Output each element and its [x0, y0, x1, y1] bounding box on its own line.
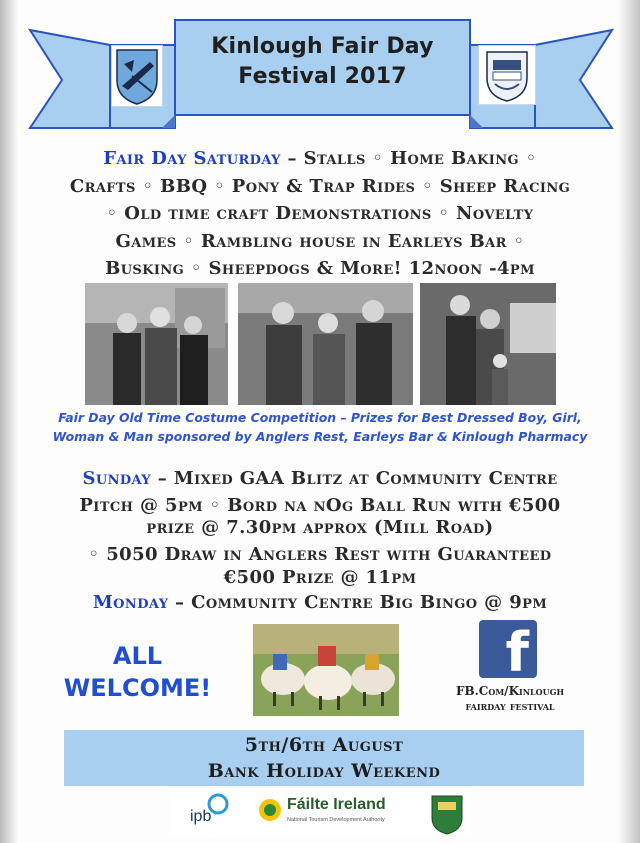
sunday-line-3: prize @ 7.30pm approx (Mill Road)	[146, 517, 494, 538]
costume-photo-1	[85, 283, 228, 405]
sunday-line-1-text: – Mixed GAA Blitz at Community Centre	[151, 468, 558, 489]
monday-day-label: Monday	[92, 592, 169, 613]
saturday-line-1	[30, 148, 610, 169]
failte-logo-subtitle: National Tourism Development Authority	[287, 817, 385, 823]
saturday-line-2: Crafts ◦ BBQ ◦ Pony & Trap Rides ◦ Sheep Racing	[69, 176, 571, 197]
welcome-line-2: WELCOME!	[63, 674, 212, 702]
club-crest-icon	[111, 45, 163, 107]
facebook-icon[interactable]: f	[479, 620, 537, 678]
caption-line-2: Woman & Man sponsored by Anglers Rest, Earleys Bar & Kinlough Pharmacy	[52, 429, 588, 444]
monday-line	[30, 592, 610, 613]
sunday-line-1	[30, 468, 610, 489]
caption-line-1: Fair Day Old Time Costume Competition – Prizes for Best Dressed Boy, Girl,	[58, 410, 582, 425]
poster-title-line2: Festival 2017	[238, 64, 407, 89]
sunday-line-4: ◦ 5050 Draw in Anglers Rest with Guaranteed	[88, 544, 552, 565]
costume-photo-2	[238, 283, 413, 405]
poster-title-line1: Kinlough Fair Day	[211, 34, 434, 59]
dates-line-1: 5th/6th August	[244, 734, 404, 756]
title-banner	[0, 0, 640, 140]
sponsor-logos	[170, 790, 470, 835]
gaa-crest-icon	[478, 45, 536, 105]
monday-line-text: – Community Centre Big Bingo @ 9pm	[168, 592, 548, 613]
facebook-url[interactable]: FB.Com/Kinlough	[455, 684, 565, 698]
saturday-line-3: ◦ Old time craft Demonstrations ◦ Novelty	[106, 203, 534, 224]
welcome-line-1: ALL	[112, 642, 163, 670]
saturday-line-4: Games ◦ Rambling house in Earleys Bar ◦	[115, 231, 525, 252]
sunday-line-2: Pitch @ 5pm ◦ Bord na nOg Ball Run with €500	[79, 495, 561, 516]
facebook-page-name: fairday festival	[465, 699, 555, 713]
county-crest-icon	[432, 796, 462, 834]
saturday-line-1-text: – Stalls ◦ Home Baking ◦	[280, 148, 537, 169]
sunday-day-label: Sunday	[82, 468, 152, 489]
saturday-day-label: Fair Day Saturday	[103, 148, 281, 169]
failte-logo-text: Fáilte Ireland	[287, 796, 386, 813]
sunday-line-5: €500 Prize @ 11pm	[223, 567, 417, 588]
dates-line-2: Bank Holiday Weekend	[207, 760, 441, 782]
costume-photo-3	[420, 283, 556, 405]
sheep-racing-photo	[253, 624, 399, 716]
ipb-logo-text: ipb	[190, 808, 212, 825]
saturday-line-5: Busking ◦ Sheepdogs & More! 12noon -4pm	[105, 258, 535, 279]
dates-box	[64, 730, 584, 786]
